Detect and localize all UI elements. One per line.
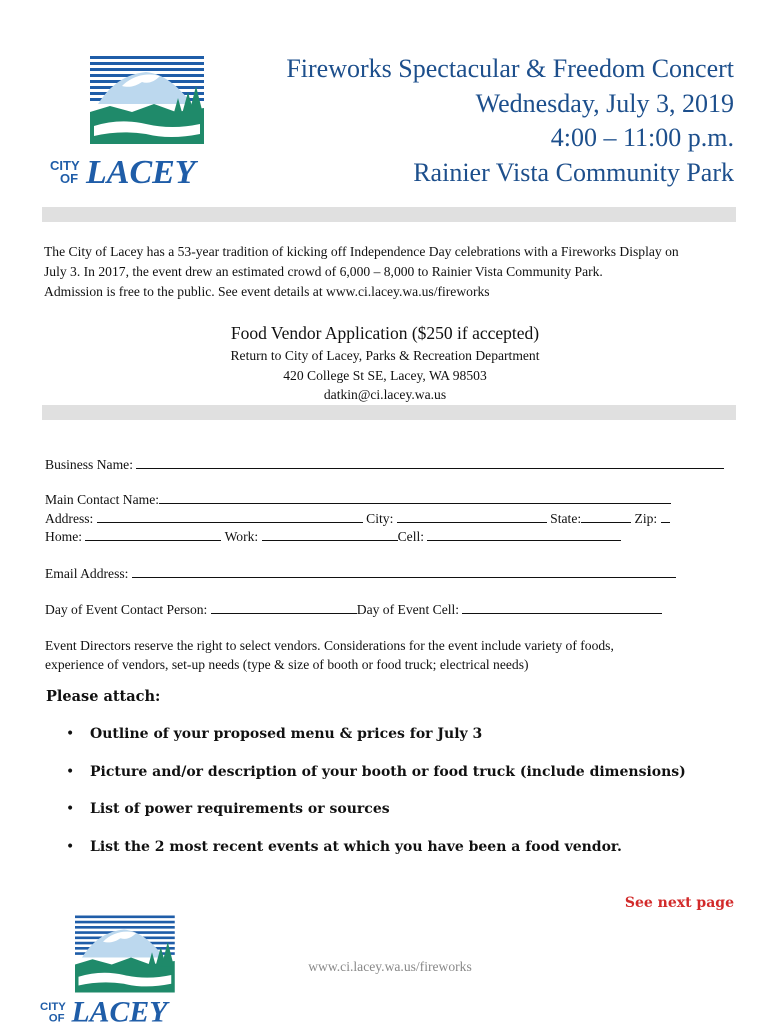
city-field[interactable]	[397, 510, 547, 523]
attach-item: • List the 2 most recent events at which you have been a food vendor.	[66, 838, 622, 855]
return-address-block	[0, 346, 770, 405]
address-row	[45, 510, 670, 528]
email-label: Email Address:	[45, 566, 129, 581]
return-to: Return to City of Lacey, Parks & Recreation Department	[230, 348, 540, 363]
mailing-address: 420 College St SE, Lacey, WA 98503	[283, 367, 487, 383]
city-of-lacey-logo	[50, 52, 210, 187]
footer-url[interactable]: www.ci.lacey.wa.us/fireworks	[308, 959, 472, 974]
state-label: State:	[550, 511, 582, 526]
divider-bar-top	[42, 207, 736, 222]
bullet-icon: •	[66, 763, 75, 780]
business-name-row	[45, 456, 724, 474]
intro-line: The City of Lacey has a 53-year tradition of kicking off Independence Day celebrations with a Fireworks Display on	[44, 244, 679, 259]
email-field[interactable]	[132, 565, 676, 578]
note-line: Event Directors reserve the right to select vendors. Considerations for the event include variety of foods,	[45, 638, 614, 653]
event-title: Fireworks Spectacular & Freedom Concert	[286, 54, 734, 83]
see-next-page-link[interactable]: See next page	[624, 895, 734, 911]
day-cell-label: Day of Event Cell:	[356, 602, 460, 617]
logo-emblem	[73, 914, 175, 993]
event-time: 4:00 – 11:00 p.m.	[550, 123, 734, 152]
bullet-icon: •	[66, 838, 75, 855]
state-field[interactable]	[581, 510, 631, 523]
svg-text:OF: OF	[48, 1012, 65, 1024]
bullet-icon: •	[66, 726, 75, 742]
svg-text:CITY: CITY	[50, 158, 80, 173]
address-label: Address:	[45, 511, 94, 526]
event-title-block	[286, 52, 734, 190]
contact-email: datkin@ci.lacey.wa.us	[323, 387, 447, 402]
svg-text:OF: OF	[60, 171, 79, 186]
day-contact-field[interactable]	[211, 601, 357, 614]
zip-field[interactable]	[661, 510, 670, 523]
note-line: experience of vendors, set-up needs (type & size of booth or food truck; electrical needs)	[45, 657, 529, 672]
business-name-label: Business Name:	[45, 457, 133, 472]
day-contact-label: Day of Event Contact Person:	[45, 602, 208, 617]
phone-row	[45, 528, 621, 546]
business-name-field[interactable]	[136, 456, 724, 469]
day-contact-row	[45, 601, 662, 619]
event-location: Rainier Vista Community Park	[413, 157, 734, 187]
divider-bar-bottom	[42, 405, 736, 420]
svg-text:CITY: CITY	[40, 1001, 66, 1013]
zip-label: Zip:	[634, 511, 658, 526]
bullet-icon: •	[66, 801, 75, 817]
work-phone-field[interactable]	[262, 528, 398, 541]
address-field[interactable]	[97, 510, 363, 523]
home-phone-label: Home:	[45, 529, 82, 544]
selection-note	[45, 636, 735, 674]
intro-paragraph	[44, 242, 734, 302]
attach-heading: Please attach:	[46, 688, 161, 705]
svg-text:LACEY: LACEY	[71, 995, 168, 1024]
intro-line: Admission is free to the public. See event details at www.ci.lacey.wa.us/fireworks	[44, 284, 490, 299]
logo-emblem	[88, 54, 204, 144]
event-date: Wednesday, July 3, 2019	[475, 88, 734, 118]
main-contact-row	[45, 491, 671, 509]
home-phone-field[interactable]	[85, 528, 221, 541]
logo-wordmark	[50, 154, 199, 187]
svg-text:LACEY: LACEY	[86, 154, 196, 187]
main-contact-field[interactable]	[159, 491, 671, 504]
cell-phone-label: Cell:	[397, 529, 425, 544]
attach-item: • List of power requirements or sources	[66, 801, 390, 817]
logo-wordmark	[40, 995, 170, 1024]
main-contact-label: Main Contact Name:	[45, 492, 160, 507]
city-label: City:	[366, 511, 394, 526]
intro-line: July 3. In 2017, the event drew an estimated crowd of 6,000 – 8,000 to Rainier Vista Community Park.	[44, 264, 603, 279]
email-row	[45, 565, 676, 583]
cell-phone-field[interactable]	[427, 528, 621, 541]
attach-item: • Outline of your proposed menu & prices for July 3	[66, 726, 483, 742]
application-title: Food Vendor Application ($250 if accepted)	[230, 323, 540, 343]
attach-item: • Picture and/or description of your booth or food truck (include dimensions)	[66, 763, 686, 780]
attach-list	[66, 726, 686, 876]
day-cell-field[interactable]	[462, 601, 662, 614]
work-phone-label: Work:	[224, 529, 259, 544]
